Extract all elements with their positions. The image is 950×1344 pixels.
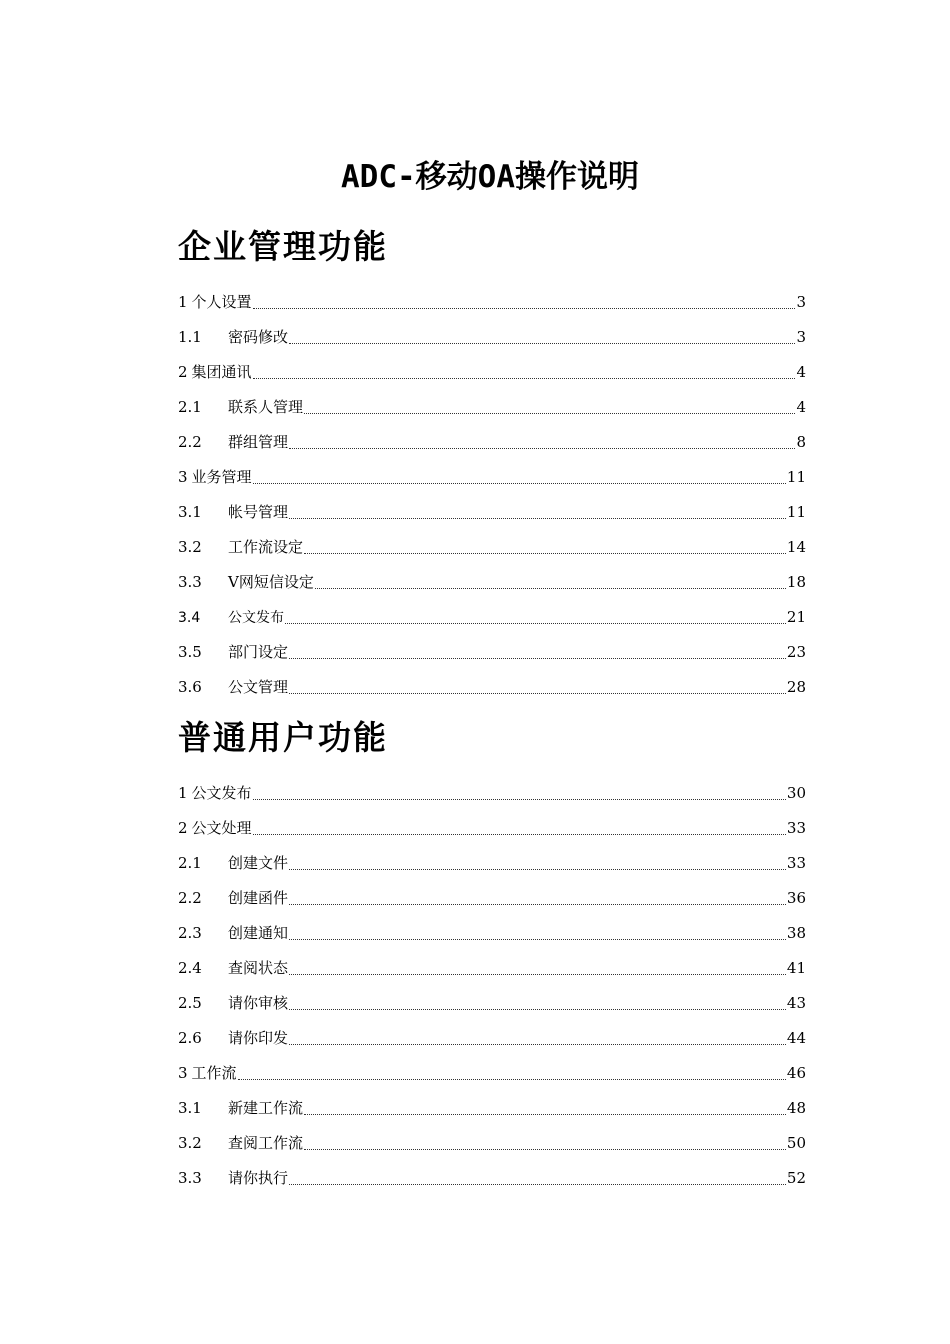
toc-number: 2.4	[178, 959, 202, 977]
toc-label: 公文发布	[191, 784, 252, 802]
toc-number: 3.6	[178, 678, 202, 696]
toc-leader	[289, 991, 786, 1010]
toc-number: 1	[178, 784, 188, 802]
toc-number: 2	[178, 363, 188, 381]
toc-leader	[304, 1131, 786, 1150]
toc-page-number: 3	[796, 328, 806, 346]
toc-number: 3.4	[178, 610, 201, 626]
toc-label: 公文处理	[191, 819, 252, 837]
toc-entry[interactable]	[178, 465, 806, 500]
toc-entry[interactable]	[178, 851, 806, 886]
toc-label: 创建通知	[228, 924, 289, 942]
toc-label: 联系人管理	[228, 398, 304, 416]
toc-entry[interactable]	[178, 570, 806, 605]
toc-entry[interactable]	[178, 1131, 806, 1166]
toc-label: 工作流	[191, 1064, 237, 1082]
toc-number: 3.2	[178, 538, 202, 556]
toc-page-number: 43	[786, 994, 806, 1012]
toc-entry[interactable]	[178, 360, 806, 395]
toc-entry[interactable]	[178, 816, 806, 851]
toc-entry[interactable]	[178, 325, 806, 360]
toc-label: 请你印发	[228, 1029, 289, 1047]
toc-leader	[253, 360, 796, 379]
toc-label: 公文管理	[228, 678, 289, 696]
toc-entry[interactable]	[178, 395, 806, 430]
toc-entry[interactable]	[178, 675, 806, 710]
toc-leader	[304, 395, 795, 414]
toc-page-number: 21	[786, 608, 806, 626]
toc-leader	[285, 605, 786, 624]
toc-label: 业务管理	[191, 468, 252, 486]
toc-leader	[289, 956, 786, 975]
section-heading-user: 普通用户功能	[178, 718, 388, 757]
toc-entry[interactable]	[178, 500, 806, 535]
toc-label: 请你审核	[228, 994, 289, 1012]
toc-page-number: 23	[786, 643, 806, 661]
toc-number: 3.3	[178, 573, 202, 591]
toc-leader	[253, 816, 786, 835]
toc-page-number: 33	[786, 819, 806, 837]
toc-entry[interactable]	[178, 956, 806, 991]
toc-number: 3.2	[178, 1134, 202, 1152]
toc-label: 新建工作流	[228, 1099, 304, 1117]
toc-number: 2.2	[178, 889, 202, 907]
toc-number: 3.3	[178, 1169, 202, 1187]
toc-leader	[289, 430, 795, 449]
toc-page-number: 3	[796, 293, 806, 311]
toc-number: 2.3	[178, 924, 202, 942]
toc-page-number: 30	[786, 784, 806, 802]
toc-page-number: 52	[786, 1169, 806, 1187]
toc-number: 1.1	[178, 328, 202, 346]
toc-page-number: 50	[786, 1134, 806, 1152]
toc-entry[interactable]	[178, 921, 806, 956]
toc-entry[interactable]	[178, 1096, 806, 1131]
toc-label: 个人设置	[191, 293, 252, 311]
toc-number: 2	[178, 819, 188, 837]
section-heading-admin: 企业管理功能	[178, 227, 388, 266]
toc-page-number: 36	[786, 889, 806, 907]
toc-label: 创建文件	[228, 854, 289, 872]
toc-page-number: 44	[786, 1029, 806, 1047]
toc-leader	[289, 675, 786, 694]
toc-list-admin	[178, 290, 806, 710]
toc-label: 帐号管理	[228, 503, 289, 521]
toc-leader	[289, 640, 786, 659]
toc-list-user	[178, 781, 806, 1201]
document-title: ADC-移动OA操作说明	[341, 159, 639, 195]
toc-page-number: 28	[786, 678, 806, 696]
toc-leader	[304, 1096, 786, 1115]
toc-page-number: 41	[786, 959, 806, 977]
toc-entry[interactable]	[178, 290, 806, 325]
toc-leader	[315, 570, 786, 589]
toc-leader	[289, 1026, 786, 1045]
toc-entry[interactable]	[178, 991, 806, 1026]
toc-leader	[289, 325, 795, 344]
toc-leader	[253, 290, 796, 309]
toc-leader	[289, 921, 786, 940]
toc-page-number: 38	[786, 924, 806, 942]
toc-leader	[289, 1166, 786, 1185]
toc-label: 密码修改	[228, 328, 289, 346]
toc-label: 公文发布	[228, 610, 284, 626]
toc-label: 集团通讯	[191, 363, 252, 381]
toc-number: 2.2	[178, 433, 202, 451]
toc-label: 查阅工作流	[228, 1134, 304, 1152]
toc-number: 3	[178, 1064, 188, 1082]
toc-leader	[238, 1061, 786, 1080]
toc-label: 查阅状态	[228, 959, 289, 977]
toc-entry[interactable]	[178, 1061, 806, 1096]
toc-page-number: 18	[786, 573, 806, 591]
toc-leader	[253, 465, 786, 484]
toc-entry[interactable]	[178, 430, 806, 465]
toc-page-number: 8	[796, 433, 806, 451]
toc-entry[interactable]	[178, 605, 806, 640]
toc-label: 部门设定	[228, 643, 289, 661]
toc-page-number: 4	[796, 363, 806, 381]
toc-leader	[289, 851, 786, 870]
toc-number: 2.1	[178, 398, 202, 416]
toc-page-number: 14	[786, 538, 806, 556]
toc-page-number: 11	[786, 503, 806, 521]
toc-page-number: 4	[796, 398, 806, 416]
toc-page-number: 48	[786, 1099, 806, 1117]
toc-entry[interactable]	[178, 535, 806, 570]
toc-entry[interactable]	[178, 1166, 806, 1201]
toc-page-number: 33	[786, 854, 806, 872]
toc-entry[interactable]	[178, 781, 806, 816]
toc-number: 3	[178, 468, 188, 486]
toc-label: 请你执行	[228, 1169, 289, 1187]
toc-leader	[304, 535, 786, 554]
toc-entry[interactable]	[178, 640, 806, 675]
toc-number: 3.5	[178, 643, 202, 661]
toc-number: 2.5	[178, 994, 202, 1012]
toc-number: 3.1	[178, 1099, 202, 1117]
toc-page-number: 46	[786, 1064, 806, 1082]
toc-entry[interactable]	[178, 1026, 806, 1061]
toc-label: V网短信设定	[228, 573, 314, 591]
toc-number: 3.1	[178, 503, 202, 521]
toc-leader	[289, 500, 786, 519]
toc-number: 2.6	[178, 1029, 202, 1047]
toc-entry[interactable]	[178, 886, 806, 921]
toc-leader	[253, 781, 786, 800]
toc-number: 2.1	[178, 854, 202, 872]
toc-label: 群组管理	[228, 433, 289, 451]
toc-label: 工作流设定	[228, 538, 304, 556]
toc-page-number: 11	[786, 468, 806, 486]
toc-number: 1	[178, 293, 188, 311]
toc-leader	[289, 886, 786, 905]
toc-label: 创建函件	[228, 889, 289, 907]
